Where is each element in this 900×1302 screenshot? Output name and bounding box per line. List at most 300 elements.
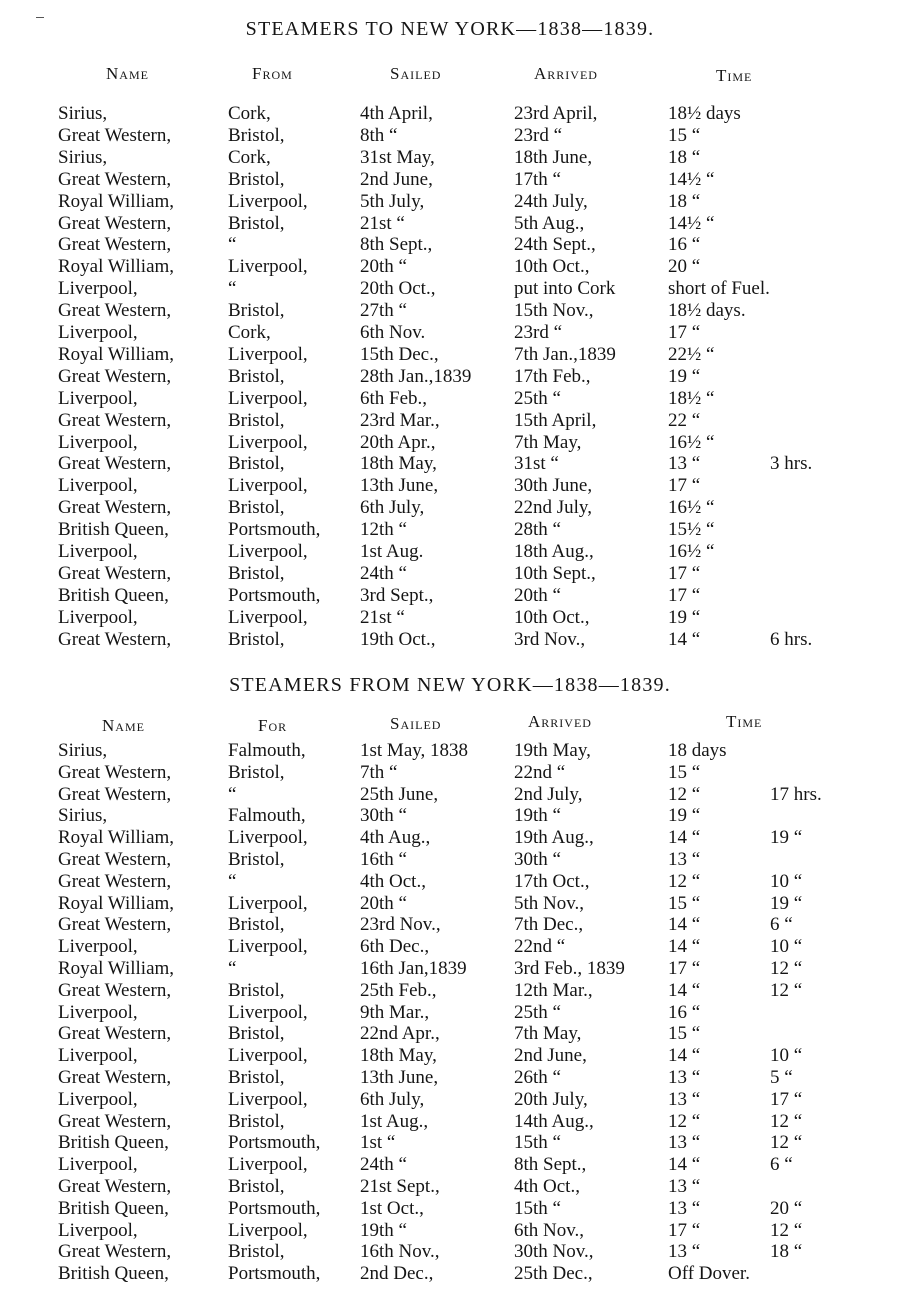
arrived-date: 20th July, (514, 1088, 588, 1110)
sailed-date: 2nd Dec., (360, 1263, 434, 1285)
sailed-date: 2nd June, (360, 168, 433, 190)
sailed-date: 4th Aug., (360, 827, 431, 849)
voyage-time: 15 “ (668, 1023, 701, 1045)
table-row (0, 1198, 900, 1220)
port: Liverpool, (228, 892, 308, 914)
arrived-date: 7th Dec., (514, 914, 584, 936)
arrived-date: 10th Oct., (514, 256, 590, 278)
voyage-time: 15 “ (668, 124, 701, 146)
port: Bristol, (228, 1110, 285, 1132)
ship-name: Liverpool, (58, 1088, 138, 1110)
voyage-time: 17 “ (668, 322, 701, 343)
arrived-date: 5th Aug., (514, 212, 585, 234)
table-row (0, 147, 900, 169)
voyage-time: 19 “ (668, 365, 701, 387)
arrived-date: 10th Oct., (514, 606, 590, 628)
port: Portsmouth, (228, 1132, 321, 1154)
arrived-date: 18th Aug., (514, 541, 594, 562)
table-row (0, 1023, 900, 1045)
arrived-date: 7th May, (514, 431, 582, 453)
arrived-date: 24th July, (514, 190, 588, 212)
extra-hours: 17 hrs. (770, 783, 822, 805)
sailed-date: 16th Nov., (360, 1241, 440, 1263)
section-1-header-name: Name (106, 64, 149, 83)
section-2-header-sailed: Sailed (390, 714, 442, 733)
ship-name: Great Western, (58, 300, 172, 322)
ship-name: Liverpool, (58, 606, 138, 628)
voyage-time: 14 “ (668, 1154, 701, 1176)
sailed-date: 24th “ (360, 562, 407, 584)
section-2-header-for: For (258, 716, 288, 735)
sailed-date: 20th Oct., (360, 278, 436, 300)
section-1-header-arrived: Arrived (534, 64, 598, 83)
ship-name: Great Western, (58, 453, 172, 475)
ship-name: Great Western, (58, 870, 172, 892)
arrived-date: 23rd “ (514, 124, 563, 146)
ship-name: Great Western, (58, 628, 172, 650)
section-2-header-time: Time (726, 712, 763, 731)
voyage-time: 19 “ (668, 606, 701, 628)
port: Liverpool, (228, 1001, 308, 1023)
sailed-date: 23rd Nov., (360, 914, 441, 936)
table-row (0, 1089, 900, 1111)
voyage-time: 17 “ (668, 1219, 701, 1241)
sailed-date: 23rd Mar., (360, 409, 440, 431)
arrived-date: 19th Aug., (514, 827, 594, 849)
ship-name: Great Western, (58, 1241, 172, 1263)
ship-name: Sirius, (58, 146, 108, 168)
ship-name: Royal William, (58, 256, 175, 278)
ship-name: Sirius, (58, 740, 108, 761)
sailed-date: 18th May, (360, 1045, 437, 1067)
ship-name: Sirius, (58, 103, 108, 124)
arrived-date: 18th June, (514, 146, 593, 168)
voyage-time: 15½ “ (668, 519, 715, 541)
sailed-date: 6th July, (360, 1088, 425, 1110)
port: Liverpool, (228, 606, 308, 628)
arrived-date: 17th “ (514, 168, 561, 190)
arrived-date: 15th “ (514, 1132, 561, 1154)
ship-name: Great Western, (58, 1176, 172, 1197)
ship-name: Great Western, (58, 979, 172, 1001)
voyage-time: 12 “ (668, 783, 701, 805)
voyage-time: 17 “ (668, 584, 701, 606)
port: Bristol, (228, 1176, 285, 1197)
arrived-date: 7th May, (514, 1023, 582, 1045)
table-row (0, 366, 900, 388)
port: Bristol, (228, 300, 285, 322)
arrived-date: 19th “ (514, 805, 561, 827)
arrived-date: 30th “ (514, 849, 561, 870)
sailed-date: 20th “ (360, 256, 407, 278)
table-row (0, 125, 900, 147)
table-row (0, 1176, 900, 1198)
ship-name: Great Western, (58, 409, 172, 431)
table-row (0, 958, 900, 980)
section-2-header-name: Name (102, 716, 145, 735)
voyage-time: 17 “ (668, 958, 701, 979)
port: Bristol, (228, 409, 285, 431)
ship-name: Royal William, (58, 892, 175, 914)
ship-name: British Queen, (58, 519, 169, 541)
arrived-date: 14th Aug., (514, 1110, 594, 1132)
sailed-date: 1st Aug. (360, 541, 424, 562)
arrived-date: 24th Sept., (514, 234, 596, 256)
arrived-date: 3rd Nov., (514, 628, 586, 650)
table-row (0, 1045, 900, 1067)
table-row (0, 191, 900, 213)
port: Bristol, (228, 562, 285, 584)
port: Bristol, (228, 761, 285, 783)
ship-name: British Queen, (58, 1197, 169, 1219)
table-row (0, 103, 900, 125)
arrived-date: 23rd “ (514, 322, 563, 343)
arrived-date: put into Cork (514, 278, 616, 300)
voyage-time: 18½ days. (668, 300, 746, 322)
voyage-time: 15 “ (668, 892, 701, 914)
port: Bristol, (228, 628, 285, 650)
port: Falmouth, (228, 740, 306, 761)
table-row (0, 300, 900, 322)
arrived-date: 30th June, (514, 475, 593, 497)
sailed-date: 3rd Sept., (360, 584, 434, 606)
ship-name: Liverpool, (58, 936, 138, 958)
extra-hours: 19 “ (770, 827, 803, 849)
port: “ (228, 234, 237, 256)
sailed-date: 28th Jan.,1839 (360, 365, 472, 387)
port: Bristol, (228, 497, 285, 519)
ship-name: Great Western, (58, 1110, 172, 1132)
sailed-date: 6th Dec., (360, 936, 430, 958)
sailed-date: 4th April, (360, 103, 433, 124)
extra-hours: 6 “ (770, 1154, 793, 1176)
ship-name: Liverpool, (58, 1154, 138, 1176)
voyage-time: Off Dover. (668, 1263, 750, 1285)
arrived-date: 17th Feb., (514, 365, 591, 387)
extra-hours: 12 “ (770, 958, 803, 979)
port: Liverpool, (228, 387, 308, 409)
voyage-time: 13 “ (668, 1132, 701, 1154)
table-row (0, 388, 900, 410)
ship-name: Great Western, (58, 783, 172, 805)
sailed-date: 27th “ (360, 300, 407, 322)
sailed-date: 1st Oct., (360, 1197, 424, 1219)
extra-hours: 10 “ (770, 936, 803, 958)
sailed-date: 9th Mar., (360, 1001, 430, 1023)
arrived-date: 30th Nov., (514, 1241, 594, 1263)
sailed-date: 1st “ (360, 1132, 396, 1154)
arrived-date: 28th “ (514, 519, 561, 541)
table-row (0, 849, 900, 871)
sailed-date: 6th July, (360, 497, 425, 519)
arrived-date: 15th April, (514, 409, 597, 431)
sailed-date: 22nd Apr., (360, 1023, 440, 1045)
voyage-time: 22½ “ (668, 343, 715, 365)
section-1-header-sailed: Sailed (390, 64, 442, 83)
port: Liverpool, (228, 827, 308, 849)
table-row (0, 475, 900, 497)
voyage-time: 18 “ (668, 146, 701, 168)
port: Portsmouth, (228, 1197, 321, 1219)
voyage-time: 18½ days (668, 103, 741, 124)
port: Bristol, (228, 365, 285, 387)
voyage-time: 15 “ (668, 761, 701, 783)
sailed-date: 21st “ (360, 212, 405, 234)
voyage-time: 14 “ (668, 628, 701, 650)
table-row (0, 762, 900, 784)
sailed-date: 21st “ (360, 606, 405, 628)
ship-name: British Queen, (58, 1263, 169, 1285)
table-row (0, 169, 900, 191)
voyage-time: short of Fuel. (668, 278, 770, 300)
voyage-time: 20 “ (668, 256, 701, 278)
port: “ (228, 958, 237, 979)
sailed-date: 4th Oct., (360, 870, 426, 892)
extra-hours: 12 “ (770, 1110, 803, 1132)
ship-name: Great Western, (58, 1023, 172, 1045)
port: Cork, (228, 103, 271, 124)
voyage-time: 13 “ (668, 1197, 701, 1219)
arrived-date: 19th May, (514, 740, 591, 761)
port: Liverpool, (228, 541, 308, 562)
voyage-time: 14½ “ (668, 212, 715, 234)
table-row (0, 914, 900, 936)
table-row (0, 1002, 900, 1024)
extra-hours: 12 “ (770, 1219, 803, 1241)
table-row (0, 1132, 900, 1154)
table-row (0, 1111, 900, 1133)
table-row (0, 585, 900, 607)
arrived-date: 3rd Feb., 1839 (514, 958, 625, 979)
section-1-title: STEAMERS TO NEW YORK—1838—1839. (245, 18, 655, 40)
port: Liverpool, (228, 936, 308, 958)
ship-name: Great Western, (58, 562, 172, 584)
voyage-time: 16½ “ (668, 541, 715, 562)
arrived-date: 17th Oct., (514, 870, 590, 892)
port: Portsmouth, (228, 584, 321, 606)
table-row (0, 740, 900, 762)
arrived-date: 15th Nov., (514, 300, 594, 322)
voyage-time: 14 “ (668, 936, 701, 958)
sailed-date: 16th “ (360, 849, 407, 870)
port: Liverpool, (228, 1154, 308, 1176)
ship-name: Great Western, (58, 365, 172, 387)
voyage-time: 14½ “ (668, 168, 715, 190)
section-2-header-arrived: Arrived (528, 712, 592, 731)
arrived-date: 10th Sept., (514, 562, 596, 584)
port: Liverpool, (228, 431, 308, 453)
port: Portsmouth, (228, 1263, 321, 1285)
arrived-date: 25th Dec., (514, 1263, 593, 1285)
arrived-date: 22nd July, (514, 497, 592, 519)
sailed-date: 18th May, (360, 453, 437, 475)
table-row (0, 497, 900, 519)
port: Cork, (228, 146, 271, 168)
arrived-date: 5th Nov., (514, 892, 585, 914)
voyage-time: 16 “ (668, 234, 701, 256)
arrived-date: 23rd April, (514, 103, 598, 124)
port: “ (228, 783, 237, 805)
voyage-time: 12 “ (668, 1110, 701, 1132)
voyage-time: 18½ “ (668, 387, 715, 409)
voyage-time: 16½ “ (668, 497, 715, 519)
ship-name: Liverpool, (58, 1045, 138, 1067)
table-row (0, 980, 900, 1002)
sailed-date: 6th Nov. (360, 322, 426, 343)
ship-name: Royal William, (58, 958, 175, 979)
sailed-date: 24th “ (360, 1154, 407, 1176)
table-row (0, 1154, 900, 1176)
table-row (0, 1241, 900, 1263)
table-row (0, 871, 900, 893)
extra-hours: 19 “ (770, 892, 803, 914)
ship-name: British Queen, (58, 584, 169, 606)
voyage-time: 14 “ (668, 914, 701, 936)
sailed-date: 16th Jan,1839 (360, 958, 467, 979)
port: Bristol, (228, 168, 285, 190)
voyage-time: 13 “ (668, 849, 701, 870)
sailed-date: 21st Sept., (360, 1176, 440, 1197)
voyage-time: 13 “ (668, 1241, 701, 1263)
extra-hours: 20 “ (770, 1197, 803, 1219)
arrived-date: 6th Nov., (514, 1219, 585, 1241)
sailed-date: 20th “ (360, 892, 407, 914)
section-1-header-from: From (252, 64, 293, 83)
sailed-date: 19th “ (360, 1219, 407, 1241)
voyage-time: 22 “ (668, 409, 701, 431)
extra-hours: 10 “ (770, 1045, 803, 1067)
voyage-time: 12 “ (668, 870, 701, 892)
extra-hours: 6 “ (770, 914, 793, 936)
voyage-time: 13 “ (668, 1067, 701, 1088)
sailed-date: 12th “ (360, 519, 407, 541)
section-2-title: STEAMERS FROM NEW YORK—1838—1839. (229, 674, 671, 696)
ship-name: Liverpool, (58, 278, 138, 300)
port: “ (228, 870, 237, 892)
port: Bristol, (228, 1067, 285, 1088)
ship-name: Liverpool, (58, 541, 138, 562)
sailed-date: 20th Apr., (360, 431, 436, 453)
table-row (0, 453, 900, 475)
table-row (0, 432, 900, 454)
table-row (0, 256, 900, 278)
arrived-date: 8th Sept., (514, 1154, 587, 1176)
sailed-date: 8th Sept., (360, 234, 433, 256)
sailed-date: 15th Dec., (360, 343, 439, 365)
port: Bristol, (228, 453, 285, 475)
port: Bristol, (228, 849, 285, 870)
port: Bristol, (228, 212, 285, 234)
ship-name: Great Western, (58, 1067, 172, 1088)
table-row (0, 893, 900, 915)
ship-name: Great Western, (58, 914, 172, 936)
port: Cork, (228, 322, 271, 343)
port: Bristol, (228, 124, 285, 146)
extra-hours: 17 “ (770, 1088, 803, 1110)
sailed-date: 25th June, (360, 783, 439, 805)
port: Liverpool, (228, 1219, 308, 1241)
table-row (0, 234, 900, 256)
ship-name: Great Western, (58, 212, 172, 234)
voyage-time: 18 “ (668, 190, 701, 212)
table-row (0, 541, 900, 563)
table-row (0, 322, 900, 344)
extra-hours: 3 hrs. (770, 453, 813, 475)
table-row (0, 629, 900, 651)
ship-name: Royal William, (58, 190, 175, 212)
table-row (0, 213, 900, 235)
sailed-date: 5th July, (360, 190, 425, 212)
ship-name: Great Western, (58, 497, 172, 519)
extra-hours: 12 “ (770, 979, 803, 1001)
arrived-date: 25th “ (514, 1001, 561, 1023)
table-row (0, 827, 900, 849)
voyage-time: 13 “ (668, 1088, 701, 1110)
table-row (0, 1263, 900, 1285)
arrived-date: 22nd “ (514, 761, 566, 783)
table-row (0, 519, 900, 541)
extra-hours: 10 “ (770, 870, 803, 892)
sailed-date: 1st May, 1838 (360, 740, 469, 761)
port: Bristol, (228, 979, 285, 1001)
table-row (0, 410, 900, 432)
table-row (0, 607, 900, 629)
sailed-date: 7th “ (360, 761, 398, 783)
table-row (0, 805, 900, 827)
voyage-time: 17 “ (668, 475, 701, 497)
sailed-date: 8th “ (360, 124, 398, 146)
table-row (0, 1220, 900, 1242)
arrived-date: 2nd June, (514, 1045, 587, 1067)
arrived-date: 22nd “ (514, 936, 566, 958)
voyage-time: 16 “ (668, 1001, 701, 1023)
sailed-date: 13th June, (360, 475, 439, 497)
port: Liverpool, (228, 190, 308, 212)
extra-hours: 18 “ (770, 1241, 803, 1263)
arrived-date: 12th Mar., (514, 979, 593, 1001)
voyage-time: 16½ “ (668, 431, 715, 453)
section-1-header-time: Time (716, 66, 753, 85)
table-row (0, 1067, 900, 1089)
port: Bristol, (228, 914, 285, 936)
ship-name: Great Western, (58, 124, 172, 146)
port: Liverpool, (228, 343, 308, 365)
extra-hours: 5 “ (770, 1067, 793, 1088)
table-row (0, 936, 900, 958)
ship-name: Great Western, (58, 168, 172, 190)
ship-name: Great Western, (58, 849, 172, 870)
port: Liverpool, (228, 256, 308, 278)
table-row (0, 344, 900, 366)
ship-name: Great Western, (58, 761, 172, 783)
port: Liverpool, (228, 1088, 308, 1110)
arrived-date: 20th “ (514, 584, 561, 606)
voyage-time: 19 “ (668, 805, 701, 827)
arrived-date: 4th Oct., (514, 1176, 580, 1197)
voyage-time: 14 “ (668, 1045, 701, 1067)
port: Liverpool, (228, 475, 308, 497)
ship-name: Great Western, (58, 234, 172, 256)
port: “ (228, 278, 237, 300)
ship-name: Royal William, (58, 827, 175, 849)
ship-name: Sirius, (58, 805, 108, 827)
arrived-date: 25th “ (514, 387, 561, 409)
port: Liverpool, (228, 1045, 308, 1067)
arrived-date: 2nd July, (514, 783, 583, 805)
ship-name: Liverpool, (58, 475, 138, 497)
sailed-date: 31st May, (360, 146, 435, 168)
ship-name: Royal William, (58, 343, 175, 365)
